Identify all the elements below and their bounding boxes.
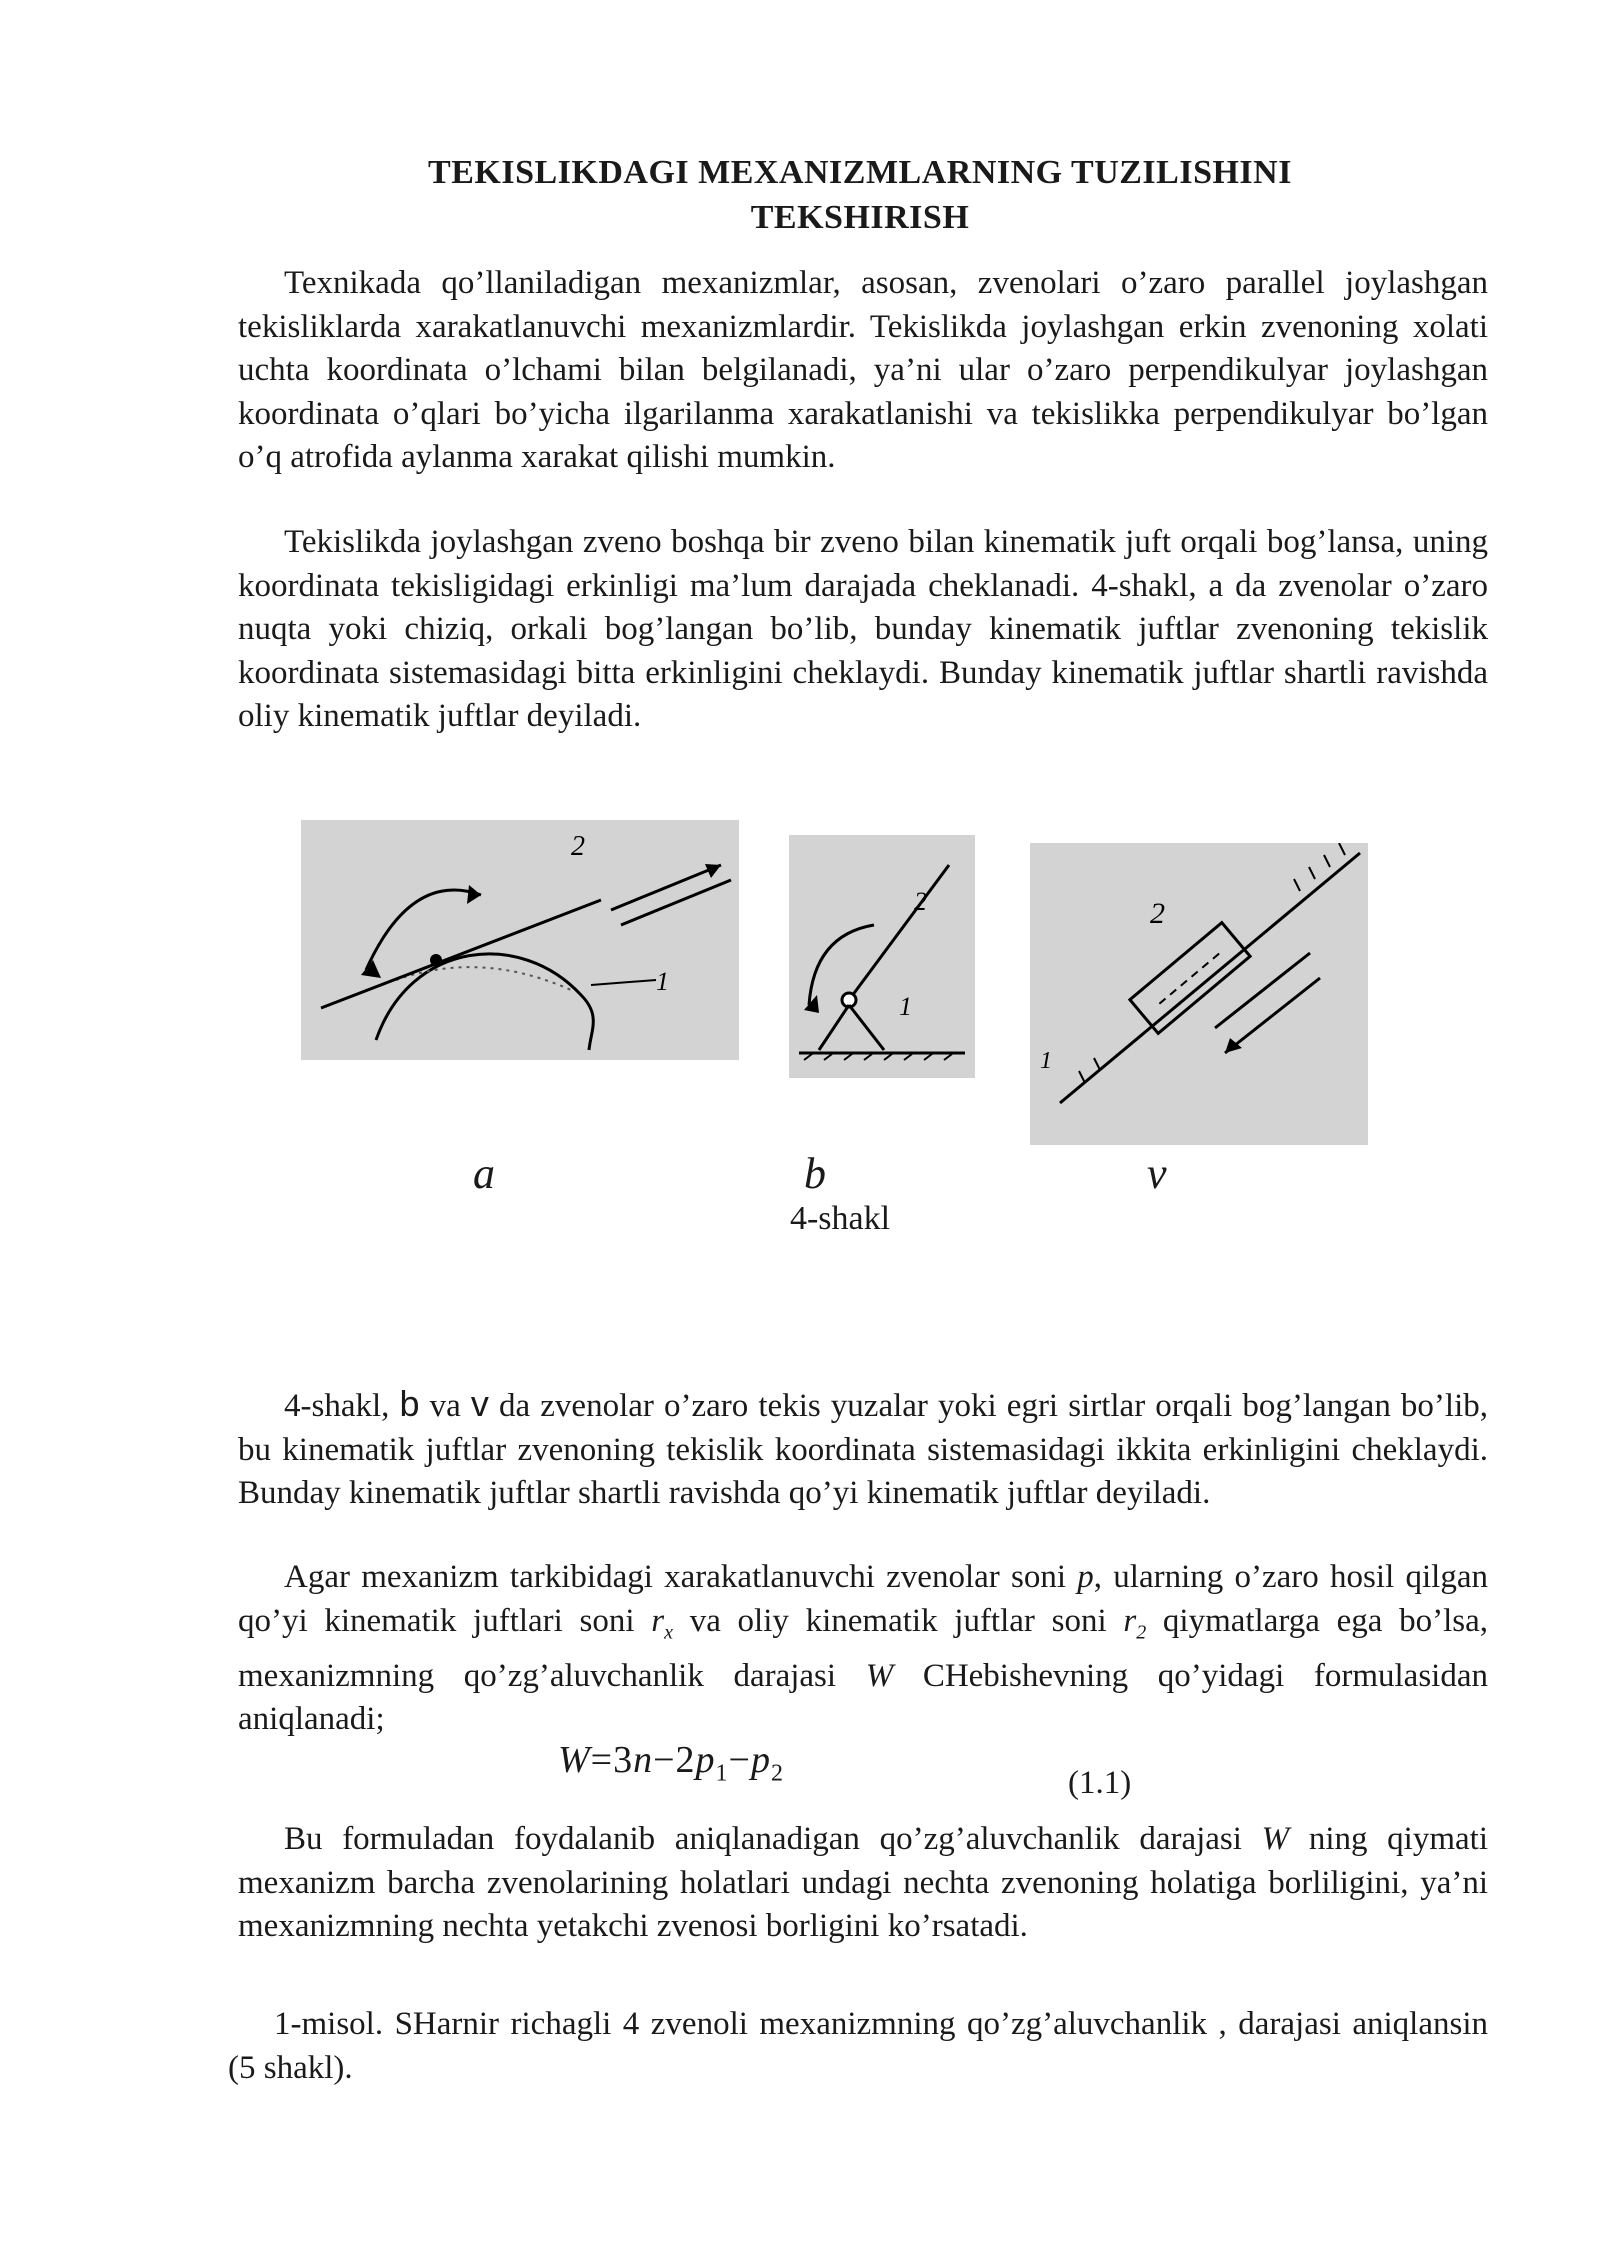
- paragraph-4-r: r: [651, 1602, 665, 1639]
- support-left: [819, 1005, 849, 1050]
- paragraph-2: [238, 521, 1488, 739]
- paragraph-4-rsub: x: [664, 1621, 673, 1644]
- formula-eq: =3: [590, 1739, 634, 1781]
- paragraph-6-text: 1-misol. SHarnir richagli 4 zvenoli mexanizmning qo’zg’aluvchanlik , darajasi aniqlansin (5 shakl).: [228, 2006, 1488, 2086]
- slide-arrow-lower: [621, 880, 731, 925]
- paragraph-4-c: va oliy kinematik juftlar soni: [673, 1602, 1124, 1639]
- label-mark-1: 1: [899, 992, 912, 1021]
- ground-hatching: [804, 1054, 952, 1060]
- title-line-2: TEKSHIRISH: [750, 199, 970, 236]
- formula-sub2: 2: [770, 1760, 784, 1787]
- paragraph-4: [238, 1556, 1488, 1742]
- figure-v-drawing: [1030, 843, 1368, 1145]
- paragraph-3-start: 4-shakl,: [284, 1388, 400, 1424]
- hatching: [396, 967, 571, 990]
- pin-joint: [842, 993, 856, 1007]
- paragraph-4-r2: [1123, 1602, 1147, 1644]
- page-title: [240, 150, 1480, 240]
- formula: [558, 1738, 784, 1788]
- label-mark-1: 1: [656, 967, 669, 996]
- link-bar: [849, 865, 949, 1000]
- paragraph-1-text: Texnikada qo’llaniladigan mexanizmlar, asosan, zvenolari o’zaro parallel joylashgan tekisliklarda xarakatlanuvchi mexanizmlardir. Tekislikda joylashgan erkin zvenoning xolati uchta koordinata o’lchami bilan belgilanadi, ya’ni ular o’zaro perpendikulyar joylashgan koordinata o’qlari bo’yicha ilgarilanma xarakatlanishi va tekislikka perpendikulyar bo’lgan o’q atrofida aylanma xarakat qilishi mumkin.: [238, 265, 1488, 475]
- paragraph-3-va: va: [419, 1388, 471, 1424]
- contact-point: [430, 954, 442, 966]
- figure-a-image: [301, 820, 739, 1060]
- figure-label-v: v: [1147, 1149, 1167, 1198]
- paragraph-5-w: W: [1261, 1821, 1290, 1857]
- paragraph-3-b: b: [399, 1383, 420, 1424]
- figure-label-a: a: [473, 1149, 495, 1198]
- figure-v-image: [1030, 843, 1368, 1145]
- paragraph-4-r2-letter: r: [1123, 1602, 1137, 1639]
- figure-b-drawing: [789, 835, 975, 1078]
- support-right: [849, 1005, 884, 1050]
- paragraph-4-b: , ularning o’zaro hosil qilgan qo’yi kinematik juftlari soni: [238, 1559, 1488, 1639]
- formula-n: n: [633, 1739, 654, 1781]
- paragraph-4-w: W: [865, 1657, 894, 1694]
- slide-arrow-upper: [611, 865, 721, 910]
- contact-line: [321, 900, 601, 1008]
- formula-sub1: 1: [715, 1760, 729, 1787]
- label-mark-1: 1: [1040, 1048, 1052, 1074]
- paragraph-4-p: p: [1077, 1559, 1094, 1595]
- slider-block: [1130, 923, 1250, 1034]
- paragraph-4-d: qiymatlarga ega bo’lsa, mexanizmning qo’zg’aluvchanlik darajasi: [238, 1602, 1489, 1694]
- rotation-arrow: [809, 925, 874, 1005]
- paragraph-4-a: Agar mexanizm tarkibidagi xarakatlanuvchi zvenolar soni: [284, 1559, 1078, 1595]
- paragraph-3-rest: da zvenolar o’zaro tekis yuzalar yoki egri sirtlar orqali bog’langan bo’lib, bu kinematik juftlar zvenoning tekislik koordinata sistemasidagi ikkita erkinligini cheklaydi. Bunday kinematik juftlar shartli ravishda qo’yi kinematik juftlar deyiladi.: [238, 1388, 1489, 1511]
- paragraph-4-e: CHebishevning qo’yidagi formulasidan aniqlanadi;: [238, 1657, 1488, 1738]
- slide-arrow-lower: [1225, 978, 1320, 1053]
- guide-hatching: [1079, 843, 1345, 1083]
- paragraph-4-rx: [651, 1602, 673, 1644]
- paragraph-2-text: Tekislikda joylashgan zveno boshqa bir zveno bilan kinematik juft orqali bog’lansa, uning koordinata tekisligidagi erkinligi ma’lum darajada cheklanadi. 4-shakl, a da zvenolar o’zaro nuqta yoki chiziq, orkali bog’langan bo’lib, bunday kinematik juftlar zvenoning tekislik koordinata sistemasidagi bitta erkinligini cheklaydi. Bunday kinematik juftlar shartli ravishda oliy kinematik juftlar deyiladi.: [238, 524, 1488, 734]
- leader-1: [591, 980, 656, 985]
- arrow-head-left: [361, 960, 381, 978]
- formula-minus2: −2: [653, 1739, 696, 1781]
- slide-arrow-upper: [1215, 953, 1310, 1028]
- formula-lhs: W: [558, 1739, 591, 1781]
- formula-p2: p: [750, 1739, 771, 1781]
- guide-line: [1060, 853, 1360, 1103]
- figure-b-image: [789, 835, 975, 1078]
- arrow-head-top: [467, 885, 481, 904]
- paragraph-1: [238, 262, 1488, 480]
- paragraph-5-b: ning qiymati mexanizm barcha zvenolarining holatlari undagi nechta zvenoning holatiga borliligini, ya’ni mexanizmning nechta yetakchi zvenosi borligini ko’rsatadi.: [238, 1821, 1489, 1944]
- paragraph-6: [228, 2003, 1488, 2090]
- paragraph-5: [238, 1818, 1488, 1949]
- figure-label-b: b: [804, 1149, 826, 1198]
- label-mark-2: 2: [914, 887, 927, 916]
- paragraph-3: [238, 1382, 1488, 1516]
- paragraph-3-v: v: [470, 1383, 489, 1424]
- paragraph-4-r2-sub: 2: [1136, 1621, 1147, 1644]
- arrow-head: [804, 995, 819, 1013]
- figure-caption: 4-shakl: [789, 1200, 891, 1237]
- paragraph-5-a: Bu formuladan foydalanib aniqlanadigan qo’zg’aluvchanlik darajasi: [284, 1821, 1262, 1857]
- label-mark-2: 2: [571, 831, 585, 862]
- formula-minus: −: [728, 1739, 751, 1781]
- figure-a-drawing: [301, 820, 739, 1060]
- equation-number: (1.1): [1068, 1765, 1132, 1801]
- title-line-1: TEKISLIKDAGI MEXANIZMLARNING TUZILISHINI: [428, 154, 1292, 191]
- formula-p1: p: [695, 1739, 716, 1781]
- label-mark-2: 2: [1150, 897, 1165, 930]
